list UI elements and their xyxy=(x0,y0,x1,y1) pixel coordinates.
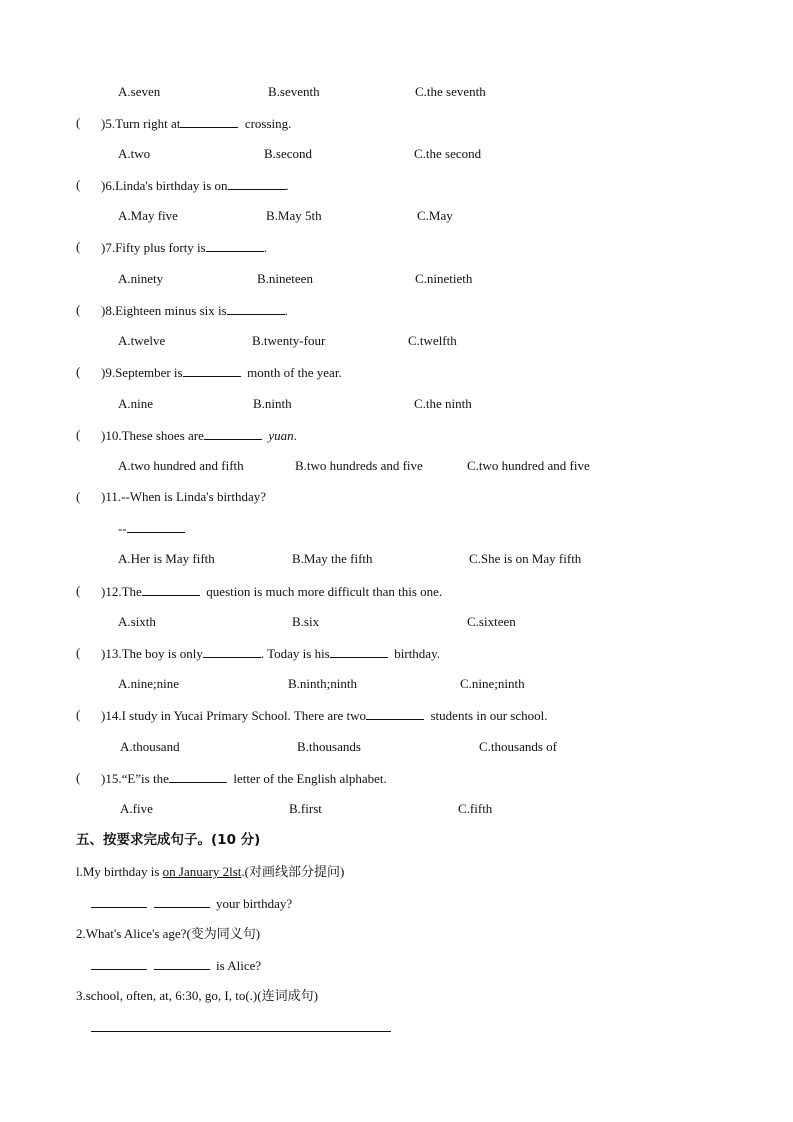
question-text-after: letter of the English alphabet. xyxy=(233,771,387,786)
answer-blank[interactable] xyxy=(91,895,147,908)
q6-option-b: B.May 5th xyxy=(266,208,322,223)
question-8 xyxy=(101,302,288,319)
q13-option-a: A.nine;nine xyxy=(118,676,180,691)
reply-dash: -- xyxy=(118,521,127,536)
q4-option-c: C.the seventh xyxy=(415,84,486,99)
question-10 xyxy=(101,427,297,444)
answer-blank[interactable] xyxy=(142,583,200,596)
answer-paren: ( xyxy=(76,427,81,442)
answer-paren: ( xyxy=(76,239,81,254)
answer-blank[interactable] xyxy=(330,645,388,658)
q15-option-a: A.five xyxy=(120,801,153,816)
answer-blank[interactable] xyxy=(127,520,185,533)
sentence-1-pre: l.My birthday is xyxy=(76,864,163,879)
answer-paren: ( xyxy=(76,707,81,722)
q11-option-c: C.She is on May fifth xyxy=(469,551,582,566)
q5-option-b: B.second xyxy=(264,146,313,161)
section-5-title: 五、按要求完成句子。(10 分) xyxy=(76,832,261,848)
q14-option-b: B.thousands xyxy=(297,739,361,754)
q9-option-a: A.nine xyxy=(118,396,154,411)
q6-option-a: A.May five xyxy=(118,208,178,223)
q11-option-b: B.May the fifth xyxy=(292,551,373,566)
sentence-1 xyxy=(76,864,344,880)
question-text-italic: yuan xyxy=(268,428,294,443)
answer-paren: ( xyxy=(76,583,81,598)
q15-option-b: B.first xyxy=(289,801,322,816)
sentence-2: 2.What's Alice's age?(变为同义句) xyxy=(76,926,261,941)
answer-blank[interactable] xyxy=(227,302,285,315)
q14-option-c: C.thousands of xyxy=(479,739,557,754)
q12-option-c: C.sixteen xyxy=(467,614,516,629)
question-text: )5.Turn right at xyxy=(101,116,181,131)
question-text: )7.Fifty plus forty is xyxy=(101,240,206,255)
q5-option-a: A.two xyxy=(118,146,151,161)
question-7 xyxy=(101,239,267,256)
q7-option-c: C.ninetieth xyxy=(415,271,473,286)
q5-option-c: C.the second xyxy=(414,146,482,161)
q8-option-b: B.twenty-four xyxy=(252,333,326,348)
q10-option-b: B.two hundreds and five xyxy=(295,458,423,473)
sentence-2-answer xyxy=(91,957,261,974)
answer-paren: ( xyxy=(76,364,81,379)
question-11-reply xyxy=(118,520,185,537)
q8-option-c: C.twelfth xyxy=(408,333,457,348)
question-13 xyxy=(101,645,440,662)
answer-blank[interactable] xyxy=(366,707,424,720)
answer-line[interactable] xyxy=(91,1019,391,1032)
question-9 xyxy=(101,364,342,381)
q14-option-a: A.thousand xyxy=(120,739,180,754)
q15-option-c: C.fifth xyxy=(458,801,493,816)
answer-blank[interactable] xyxy=(180,115,238,128)
sentence-3-answer xyxy=(91,1019,391,1036)
q11-option-a: A.Her is May fifth xyxy=(118,551,215,566)
answer-blank[interactable] xyxy=(154,895,210,908)
q10-option-a: A.two hundred and fifth xyxy=(118,458,244,473)
q9-option-b: B.ninth xyxy=(253,396,292,411)
q10-option-c: C.two hundred and five xyxy=(467,458,590,473)
question-14 xyxy=(101,707,548,724)
question-5 xyxy=(101,115,291,132)
q13-option-c: C.nine;ninth xyxy=(460,676,525,691)
q12-option-a: A.sixth xyxy=(118,614,156,629)
answer-paren: ( xyxy=(76,177,81,192)
answer-paren: ( xyxy=(76,770,81,785)
q6-option-c: C.May xyxy=(417,208,453,223)
question-text: )14.I study in Yucai Primary School. There are two xyxy=(101,708,366,723)
q8-option-a: A.twelve xyxy=(118,333,166,348)
question-text: )8.Eighteen minus six is xyxy=(101,303,227,318)
answer-blank[interactable] xyxy=(203,645,261,658)
answer-paren: ( xyxy=(76,489,81,504)
sentence-1-answer xyxy=(91,895,292,912)
sentence-1-answer-text: your birthday? xyxy=(216,896,293,911)
sentence-1-underlined: on January 2lst xyxy=(162,864,242,879)
question-text-after: month of the year. xyxy=(247,365,342,380)
question-11: )11.--When is Linda's birthday? xyxy=(101,489,267,504)
question-text-after: question is much more difficult than this one. xyxy=(206,584,443,599)
question-text-after: . xyxy=(263,240,267,255)
answer-blank[interactable] xyxy=(91,957,147,970)
q4-option-b: B.seventh xyxy=(268,84,320,99)
question-text-after: . xyxy=(293,428,297,443)
sentence-1-post: .(对画线部分提问) xyxy=(241,864,345,879)
q13-option-b: B.ninth;ninth xyxy=(288,676,357,691)
answer-blank[interactable] xyxy=(169,770,227,783)
question-text: )13.The boy is only xyxy=(101,646,203,661)
sentence-3: 3.school, often, at, 6:30, go, I, to(.)(连词成句) xyxy=(76,988,318,1003)
q7-option-a: A.ninety xyxy=(118,271,164,286)
question-text: )6.Linda's birthday is on xyxy=(101,178,228,193)
q7-option-b: B.nineteen xyxy=(257,271,313,286)
question-text: )10.These shoes are xyxy=(101,428,204,443)
question-15 xyxy=(101,770,387,787)
question-text-after: birthday. xyxy=(394,646,440,661)
q9-option-c: C.the ninth xyxy=(414,396,472,411)
question-text: )9.September is xyxy=(101,365,183,380)
question-text-mid: . Today is his xyxy=(260,646,330,661)
answer-blank[interactable] xyxy=(228,177,286,190)
answer-paren: ( xyxy=(76,302,81,317)
q4-option-a: A.seven xyxy=(118,84,161,99)
question-text-after: . xyxy=(285,178,289,193)
sentence-2-answer-text: is Alice? xyxy=(216,958,262,973)
answer-blank[interactable] xyxy=(204,427,262,440)
answer-paren: ( xyxy=(76,115,81,130)
question-text: )12.The xyxy=(101,584,142,599)
answer-blank[interactable] xyxy=(206,239,264,252)
question-text-after: students in our school. xyxy=(430,708,548,723)
answer-blank[interactable] xyxy=(154,957,210,970)
question-text-after: crossing. xyxy=(244,116,292,131)
q12-option-b: B.six xyxy=(292,614,320,629)
question-text-after: . xyxy=(284,303,288,318)
question-text: )15.“E”is the xyxy=(101,771,169,786)
answer-blank[interactable] xyxy=(183,364,241,377)
question-6 xyxy=(101,177,289,194)
answer-paren: ( xyxy=(76,645,81,660)
question-12 xyxy=(101,583,442,600)
